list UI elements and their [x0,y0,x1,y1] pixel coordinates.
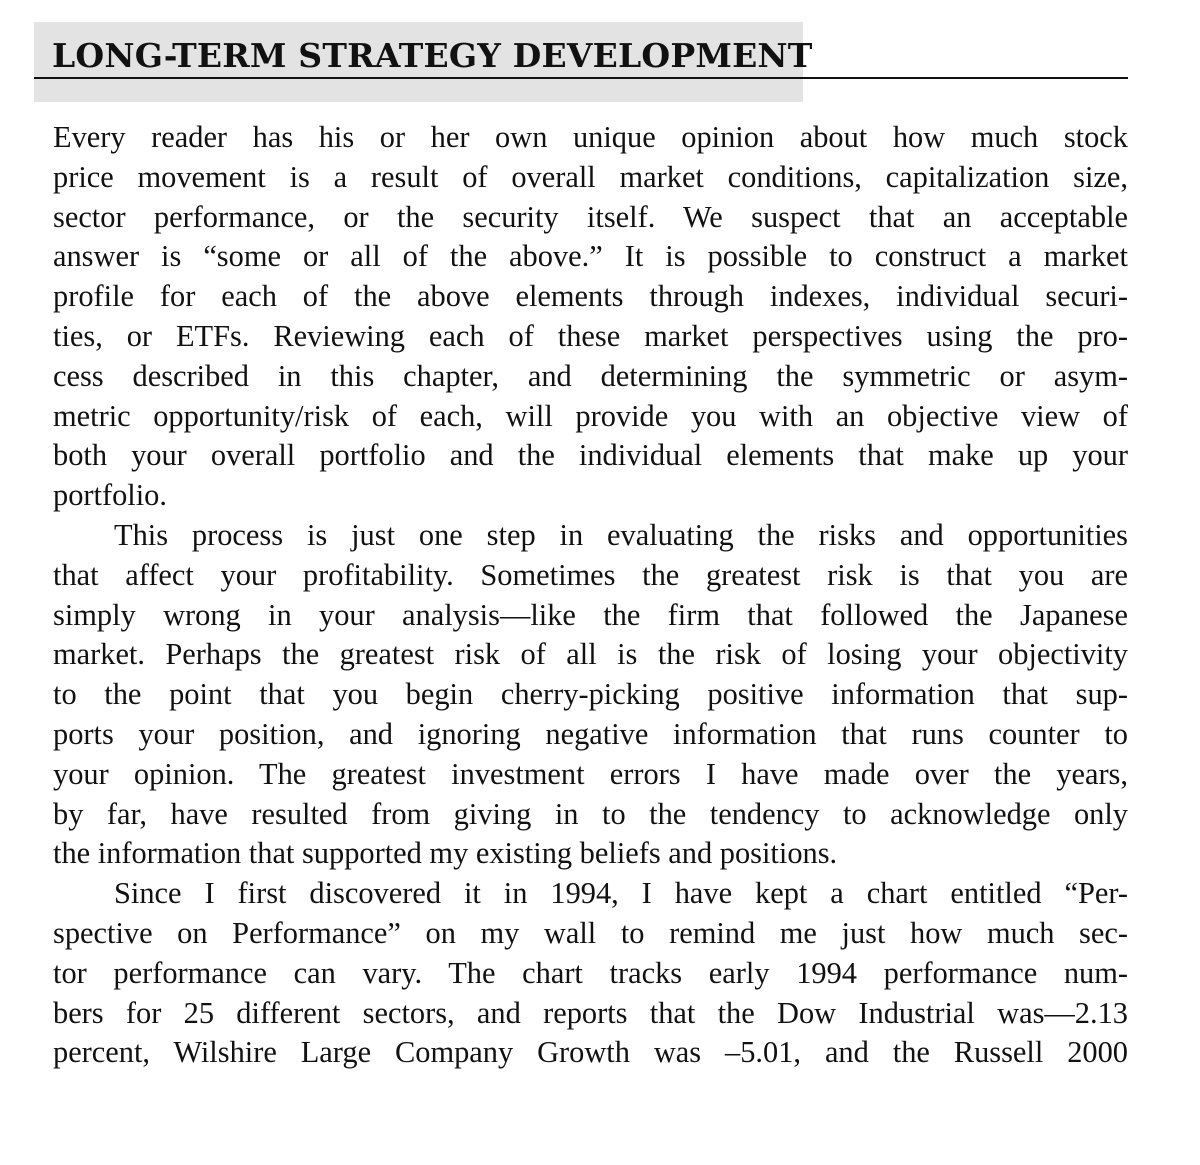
text-line: cess described in this chapter, and determining the symmetric or asym- [53,358,1128,393]
text-line: portfolio. [53,478,167,513]
text-line: profile for each of the above elements through indexes, individual securi- [53,279,1128,314]
text-line: bers for 25 different sectors, and reports that the Dow Industrial was—2.13 [53,995,1128,1030]
text-line: price movement is a result of overall market conditions, capitalization size, [53,159,1128,194]
text-line: spective on Performance” on my wall to remind me just how much sec- [53,915,1128,950]
section-heading: LONG-TERM STRATEGY DEVELOPMENT [52,36,813,75]
text-line: to the point that you begin cherry-picking positive information that sup- [53,677,1128,712]
text-line: percent, Wilshire Large Company Growth was –5.01, and the Russell 2000 [53,1035,1128,1070]
text-line: Every reader has his or her own unique opinion about how much stock [53,120,1128,154]
text-line: simply wrong in your analysis—like the firm that followed the Japanese [53,597,1128,632]
text-line: both your overall portfolio and the individual elements that make up your [53,438,1128,473]
text-line: that affect your profitability. Sometimes the greatest risk is that you are [53,557,1128,592]
text-line: This process is just one step in evaluating the risks and opportunities [114,517,1128,552]
text-line: answer is “some or all of the above.” It is possible to construct a market [53,239,1128,274]
paragraph-1 [53,118,1128,516]
text-line: ties, or ETFs. Reviewing each of these market perspectives using the pro- [53,318,1128,353]
heading-rule [34,77,1128,79]
text-line: the information that supported my existing beliefs and positions. [53,836,838,871]
text-line: your opinion. The greatest investment errors I have made over the years, [53,756,1128,791]
paragraph-3 [53,874,1128,1073]
text-line: by far, have resulted from giving in to the tendency to acknowledge only [53,796,1128,831]
text-line: market. Perhaps the greatest risk of all is the risk of losing your objectivity [53,637,1128,672]
text-line: Since I first discovered it in 1994, I have kept a chart entitled “Per- [114,876,1128,911]
text-line: tor performance can vary. The chart tracks early 1994 performance num- [53,955,1128,990]
text-line: ports your position, and ignoring negative information that runs counter to [53,716,1128,751]
paragraph-2 [53,516,1128,874]
section-heading-block [34,22,1128,102]
body-text [53,118,1128,1073]
text-line: sector performance, or the security itself. We suspect that an acceptable [53,199,1128,234]
text-line: metric opportunity/risk of each, will provide you with an objective view of [53,398,1128,433]
